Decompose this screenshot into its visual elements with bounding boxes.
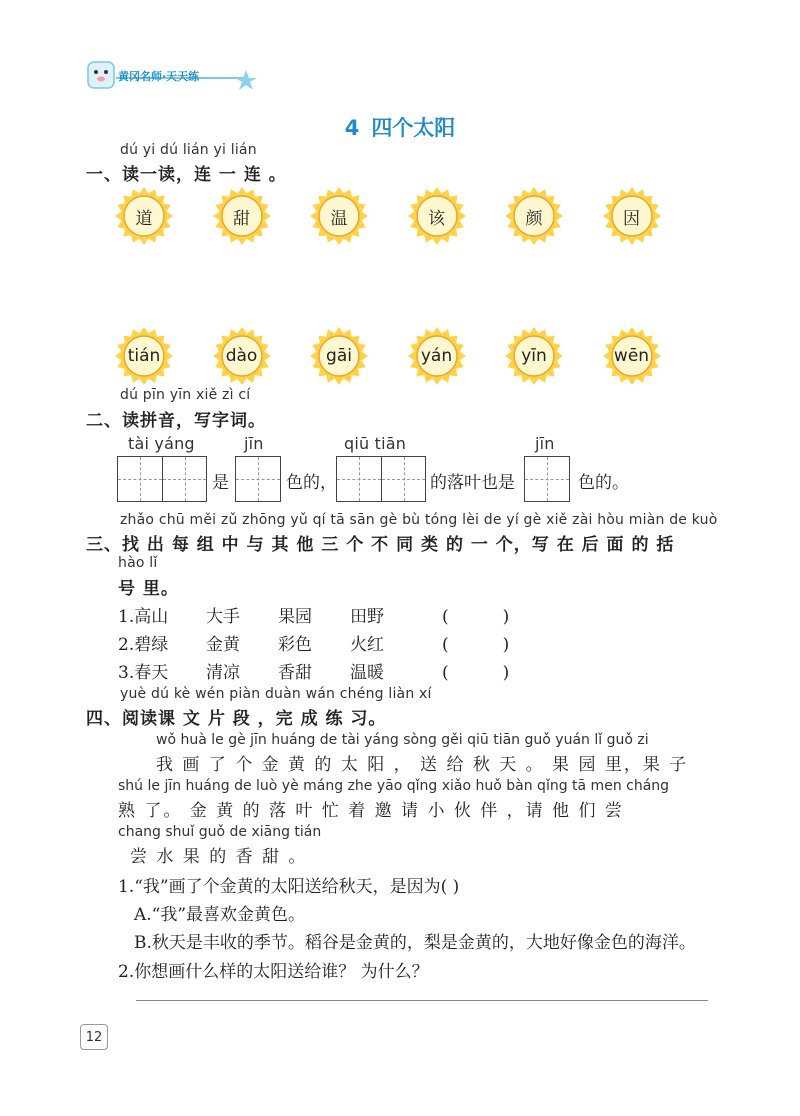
passage-line-1: 我 画 了 个 金 黄 的 太 阳 ， 送 给 秋 天 。 果 园 里，果 子 <box>156 755 689 775</box>
character-sun[interactable] <box>602 186 662 246</box>
writing-cell[interactable] <box>525 457 569 501</box>
q3-word: 火红 <box>350 635 384 655</box>
passage-line-3: 尝 水 果 的 香 甜 。 <box>130 847 308 867</box>
lesson-number: 4 <box>344 116 360 140</box>
writing-cell[interactable] <box>162 457 206 501</box>
q3-row-3 <box>118 658 509 683</box>
option-a[interactable]: A.“我”最喜欢金黄色。 <box>134 905 306 925</box>
pinyin-label: wēn <box>613 346 650 366</box>
character-sun[interactable] <box>407 186 467 246</box>
q3-pinyin-line1: zhǎo chū měi zǔ zhōng yǔ qí tā sān gè bù tóng lèi de yí gè xiě zài hòu miàn de kuò <box>120 512 718 528</box>
writing-cell[interactable] <box>236 457 280 501</box>
character-label: 颜 <box>525 208 543 229</box>
q3-heading-line1: 三、找 出 每 组 中 与 其 他 三 个 不 同 类 的 一 个，写 在 后 面 的 括 <box>86 535 675 555</box>
page-number: 12 <box>80 1024 108 1050</box>
q3-word: 香甜 <box>278 663 312 683</box>
pinyin-sun[interactable] <box>407 326 467 386</box>
writing-box-qiutian[interactable] <box>336 456 426 502</box>
pinyin-label: yīn <box>521 346 547 366</box>
answer-line[interactable] <box>136 1000 708 1001</box>
option-b[interactable]: B.秋天是丰收的季节。稻谷是金黄的，梨是金黄的，大地好像金色的海洋。 <box>134 933 696 953</box>
q3-row-label: 1.高山 <box>118 607 169 627</box>
pinyin-label: tián <box>127 346 161 366</box>
q2-text-sede: 色的， <box>286 473 337 493</box>
pinyin-label: yán <box>420 346 453 366</box>
banner-title: 黄冈名师·天天练 <box>118 70 200 83</box>
answer-bracket[interactable]: ( ) <box>442 607 510 627</box>
q3-word: 田野 <box>350 607 384 627</box>
page-title <box>0 112 800 142</box>
q4-pinyin: yuè dú kè wén piàn duàn wán chéng liàn xí <box>120 686 432 702</box>
pinyin-sun[interactable] <box>309 326 369 386</box>
writing-cell[interactable] <box>337 457 381 501</box>
q1-pinyin: dú yi dú lián yi lián <box>120 142 257 158</box>
box-pinyin-qiutian: qiū tiān <box>344 434 407 453</box>
passage-pinyin-1: wǒ huà le gè jīn huáng de tài yáng sòng gěi qiū tiān guǒ yuán lǐ guǒ zi <box>156 732 649 748</box>
q2-text-sede-end: 色的。 <box>578 473 629 493</box>
pinyin-sun[interactable] <box>602 326 662 386</box>
passage-pinyin-2: shú le jīn huáng de luò yè máng zhe yāo qǐng xiǎo huǒ bàn qǐng tā men cháng <box>118 778 670 794</box>
q3-row-label: 2.碧绿 <box>118 635 169 655</box>
character-label: 温 <box>330 208 348 229</box>
passage-pinyin-3: chang shuǐ guǒ de xiāng tián <box>118 824 322 840</box>
character-label: 道 <box>135 208 153 229</box>
q3-heading-line2: 号 里。 <box>118 579 179 599</box>
character-sun[interactable] <box>504 186 564 246</box>
writing-box-jin-2[interactable] <box>524 456 570 502</box>
character-label: 甜 <box>233 208 250 229</box>
box-pinyin-jin-2: jīn <box>535 434 555 453</box>
q3-word: 大手 <box>206 607 240 627</box>
q3-word: 果园 <box>278 607 312 627</box>
pinyin-label: gāi <box>326 346 352 366</box>
q3-row-1 <box>118 602 509 627</box>
box-pinyin-jin-1: jīn <box>244 434 264 453</box>
pinyin-sun[interactable] <box>504 326 564 386</box>
q1-heading: 一、读一读，连 一 连 。 <box>86 165 287 185</box>
passage-line-2: 熟 了。 金 黄 的 落 叶 忙 着 邀 请 小 伙 伴 ，请 他 们 尝 <box>118 801 624 821</box>
writing-box-taiyang[interactable] <box>117 456 207 502</box>
q2-pinyin: dú pīn yīn xiě zì cí <box>120 387 251 403</box>
character-label: 该 <box>428 208 445 229</box>
q3-row-label: 3.春天 <box>118 663 169 683</box>
writing-cell[interactable] <box>381 457 425 501</box>
lesson-title: 四个太阳 <box>371 116 456 140</box>
pinyin-sun[interactable] <box>114 326 174 386</box>
pinyin-label: dào <box>225 346 258 366</box>
answer-bracket[interactable]: ( ) <box>442 635 510 655</box>
q3-word: 彩色 <box>278 635 312 655</box>
writing-box-jin-1[interactable] <box>235 456 281 502</box>
q3-word: 清凉 <box>206 663 240 683</box>
q3-pinyin-line2: hào lǐ <box>118 555 158 571</box>
q3-row-2 <box>118 630 509 655</box>
character-sun[interactable] <box>114 186 174 246</box>
writing-cell[interactable] <box>118 457 162 501</box>
q3-word: 温暖 <box>350 663 384 683</box>
box-pinyin-taiyang: tài yáng <box>128 434 195 453</box>
q2-text-luoye: 的落叶也是 <box>430 473 515 493</box>
q2-heading: 二、读拼音，写字词。 <box>86 411 266 431</box>
q4-heading: 四、阅读课 文 片 段 ，完 成 练 习。 <box>86 709 387 729</box>
character-sun[interactable] <box>309 186 369 246</box>
q3-word: 金黄 <box>206 635 240 655</box>
q2-text-shi: 是 <box>212 473 229 493</box>
pinyin-sun[interactable] <box>212 326 272 386</box>
answer-bracket[interactable]: ( ) <box>442 663 510 683</box>
character-label: 因 <box>623 208 640 229</box>
q4-sub-question-2: 2.你想画什么样的太阳送给谁？ 为什么？ <box>118 962 429 982</box>
character-sun[interactable] <box>212 186 272 246</box>
q4-sub-question-1: 1.“我”画了个金黄的太阳送给秋天，是因为( ) <box>118 877 460 897</box>
